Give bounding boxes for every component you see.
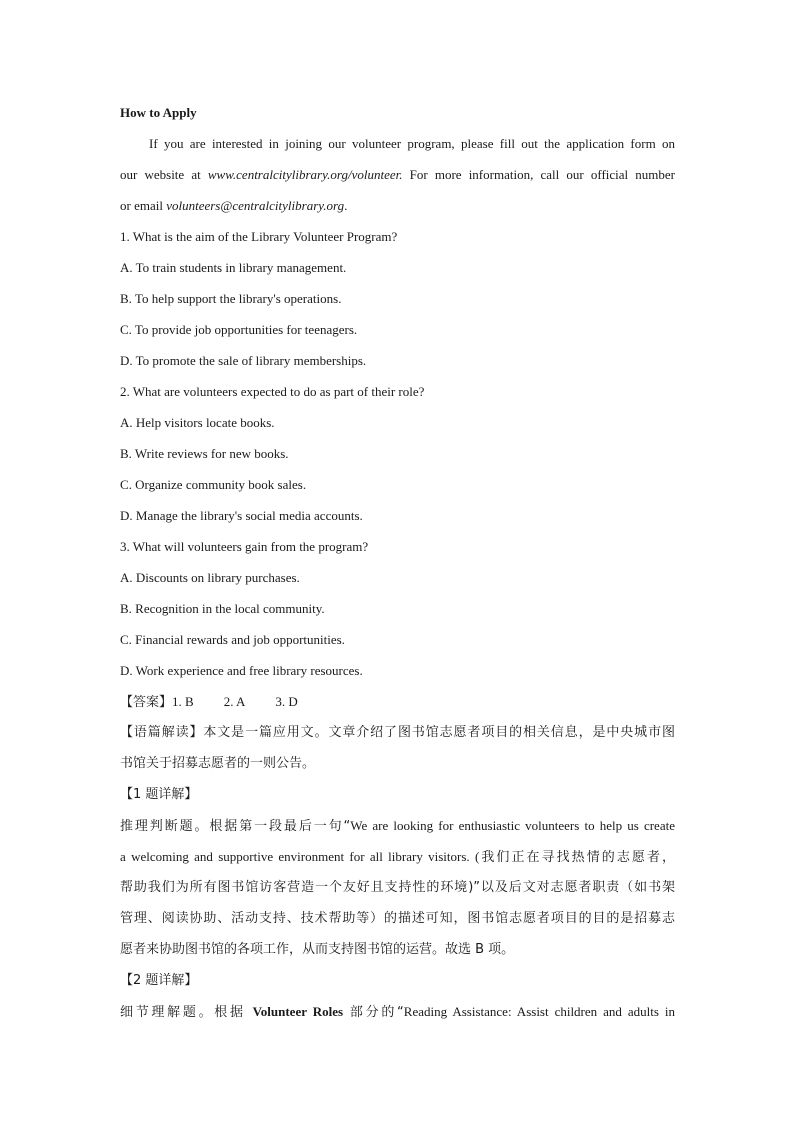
answer-label: 【答案】 — [120, 695, 173, 710]
q2-detail-line-1 — [120, 996, 675, 1027]
reading-text: 本文是一篇应用文。文章介绍了图书馆志愿者项目的相关信息，是中央城市图 — [203, 725, 675, 740]
document-page — [120, 97, 675, 1027]
quote-text: Reading Assistance: Assist children and adults in — [403, 1004, 675, 1019]
question-3-option-c: C. Financial rewards and job opportunities. — [120, 632, 345, 647]
answer-2: 2. A — [223, 694, 246, 709]
section-reference: Volunteer Roles — [252, 1004, 344, 1019]
question-3: 3. What will volunteers gain from the program? — [120, 539, 369, 554]
paragraph-text: . — [344, 198, 348, 213]
paragraph-text: our website at — [120, 167, 208, 182]
q2-detail-label: 【2 题详解】 — [120, 973, 198, 988]
detail-text: 部分的“ — [343, 1005, 404, 1020]
reading-line-2: 书馆关于招募志愿者的一则公告。 — [120, 756, 316, 771]
paragraph-text: For more information, call our official number — [402, 167, 675, 182]
question-2-option-d: D. Manage the library's social media accounts. — [120, 508, 363, 523]
question-1-option-c: C. To provide job opportunities for teenagers. — [120, 322, 358, 337]
q1-detail-line-1 — [120, 810, 675, 841]
paragraph-text: or email — [120, 198, 167, 213]
reading-line-1 — [120, 717, 675, 748]
answer-3: 3. D — [275, 694, 298, 709]
question-2-option-a: A. Help visitors locate books. — [120, 415, 275, 430]
paragraph-line-1 — [120, 128, 675, 159]
question-3-option-b: B. Recognition in the local community. — [120, 601, 325, 616]
quote-text: We are looking for enthusiastic volunteers to help us create — [350, 818, 675, 833]
q1-detail-line-4: 管理、阅读协助、活动支持、技术帮助等）的描述可知，图书馆志愿者项目的目的是招募志 — [120, 911, 675, 926]
reading-label: 【语篇解读】 — [120, 725, 204, 740]
question-2-option-b: B. Write reviews for new books. — [120, 446, 289, 461]
paragraph-text: If you are interested in joining our volunteer program, please fill out the application form on — [149, 136, 675, 151]
section-heading: How to Apply — [120, 105, 197, 120]
paragraph-line-2 — [120, 159, 675, 190]
question-1-option-b: B. To help support the library's operations. — [120, 291, 342, 306]
answer-line — [120, 686, 675, 717]
question-3-option-a: A. Discounts on library purchases. — [120, 570, 300, 585]
detail-text: 细节理解题。根据 — [120, 1005, 253, 1020]
question-2: 2. What are volunteers expected to do as part of their role? — [120, 384, 425, 399]
paragraph-line-3 — [120, 190, 675, 221]
q1-detail-line-3: 帮助我们为所有图书馆访客营造一个友好且支持性的环境)”以及后文对志愿者职责（如书架 — [120, 880, 675, 895]
q1-detail-label: 【1 题详解】 — [120, 787, 198, 802]
question-3-option-d: D. Work experience and free library resources. — [120, 663, 363, 678]
q1-detail-line-5: 愿者来协助图书馆的各项工作，从而支持图书馆的运营。故选 B 项。 — [120, 942, 515, 957]
email-address: volunteers@centralcitylibrary.org — [166, 198, 345, 213]
question-1-option-a: A. To train students in library management. — [120, 260, 347, 275]
answer-1: 1. B — [172, 694, 194, 709]
q1-detail-line-2: a welcoming and supportive environment for all library visitors. (我们正在寻找热情的志愿者， — [120, 849, 675, 864]
question-1: 1. What is the aim of the Library Volunteer Program? — [120, 229, 398, 244]
question-1-option-d: D. To promote the sale of library memberships. — [120, 353, 367, 368]
question-2-option-c: C. Organize community book sales. — [120, 477, 307, 492]
detail-text: 推理判断题。根据第一段最后一句“ — [120, 819, 351, 834]
website-url: www.centralcitylibrary.org/volunteer. — [207, 167, 403, 182]
